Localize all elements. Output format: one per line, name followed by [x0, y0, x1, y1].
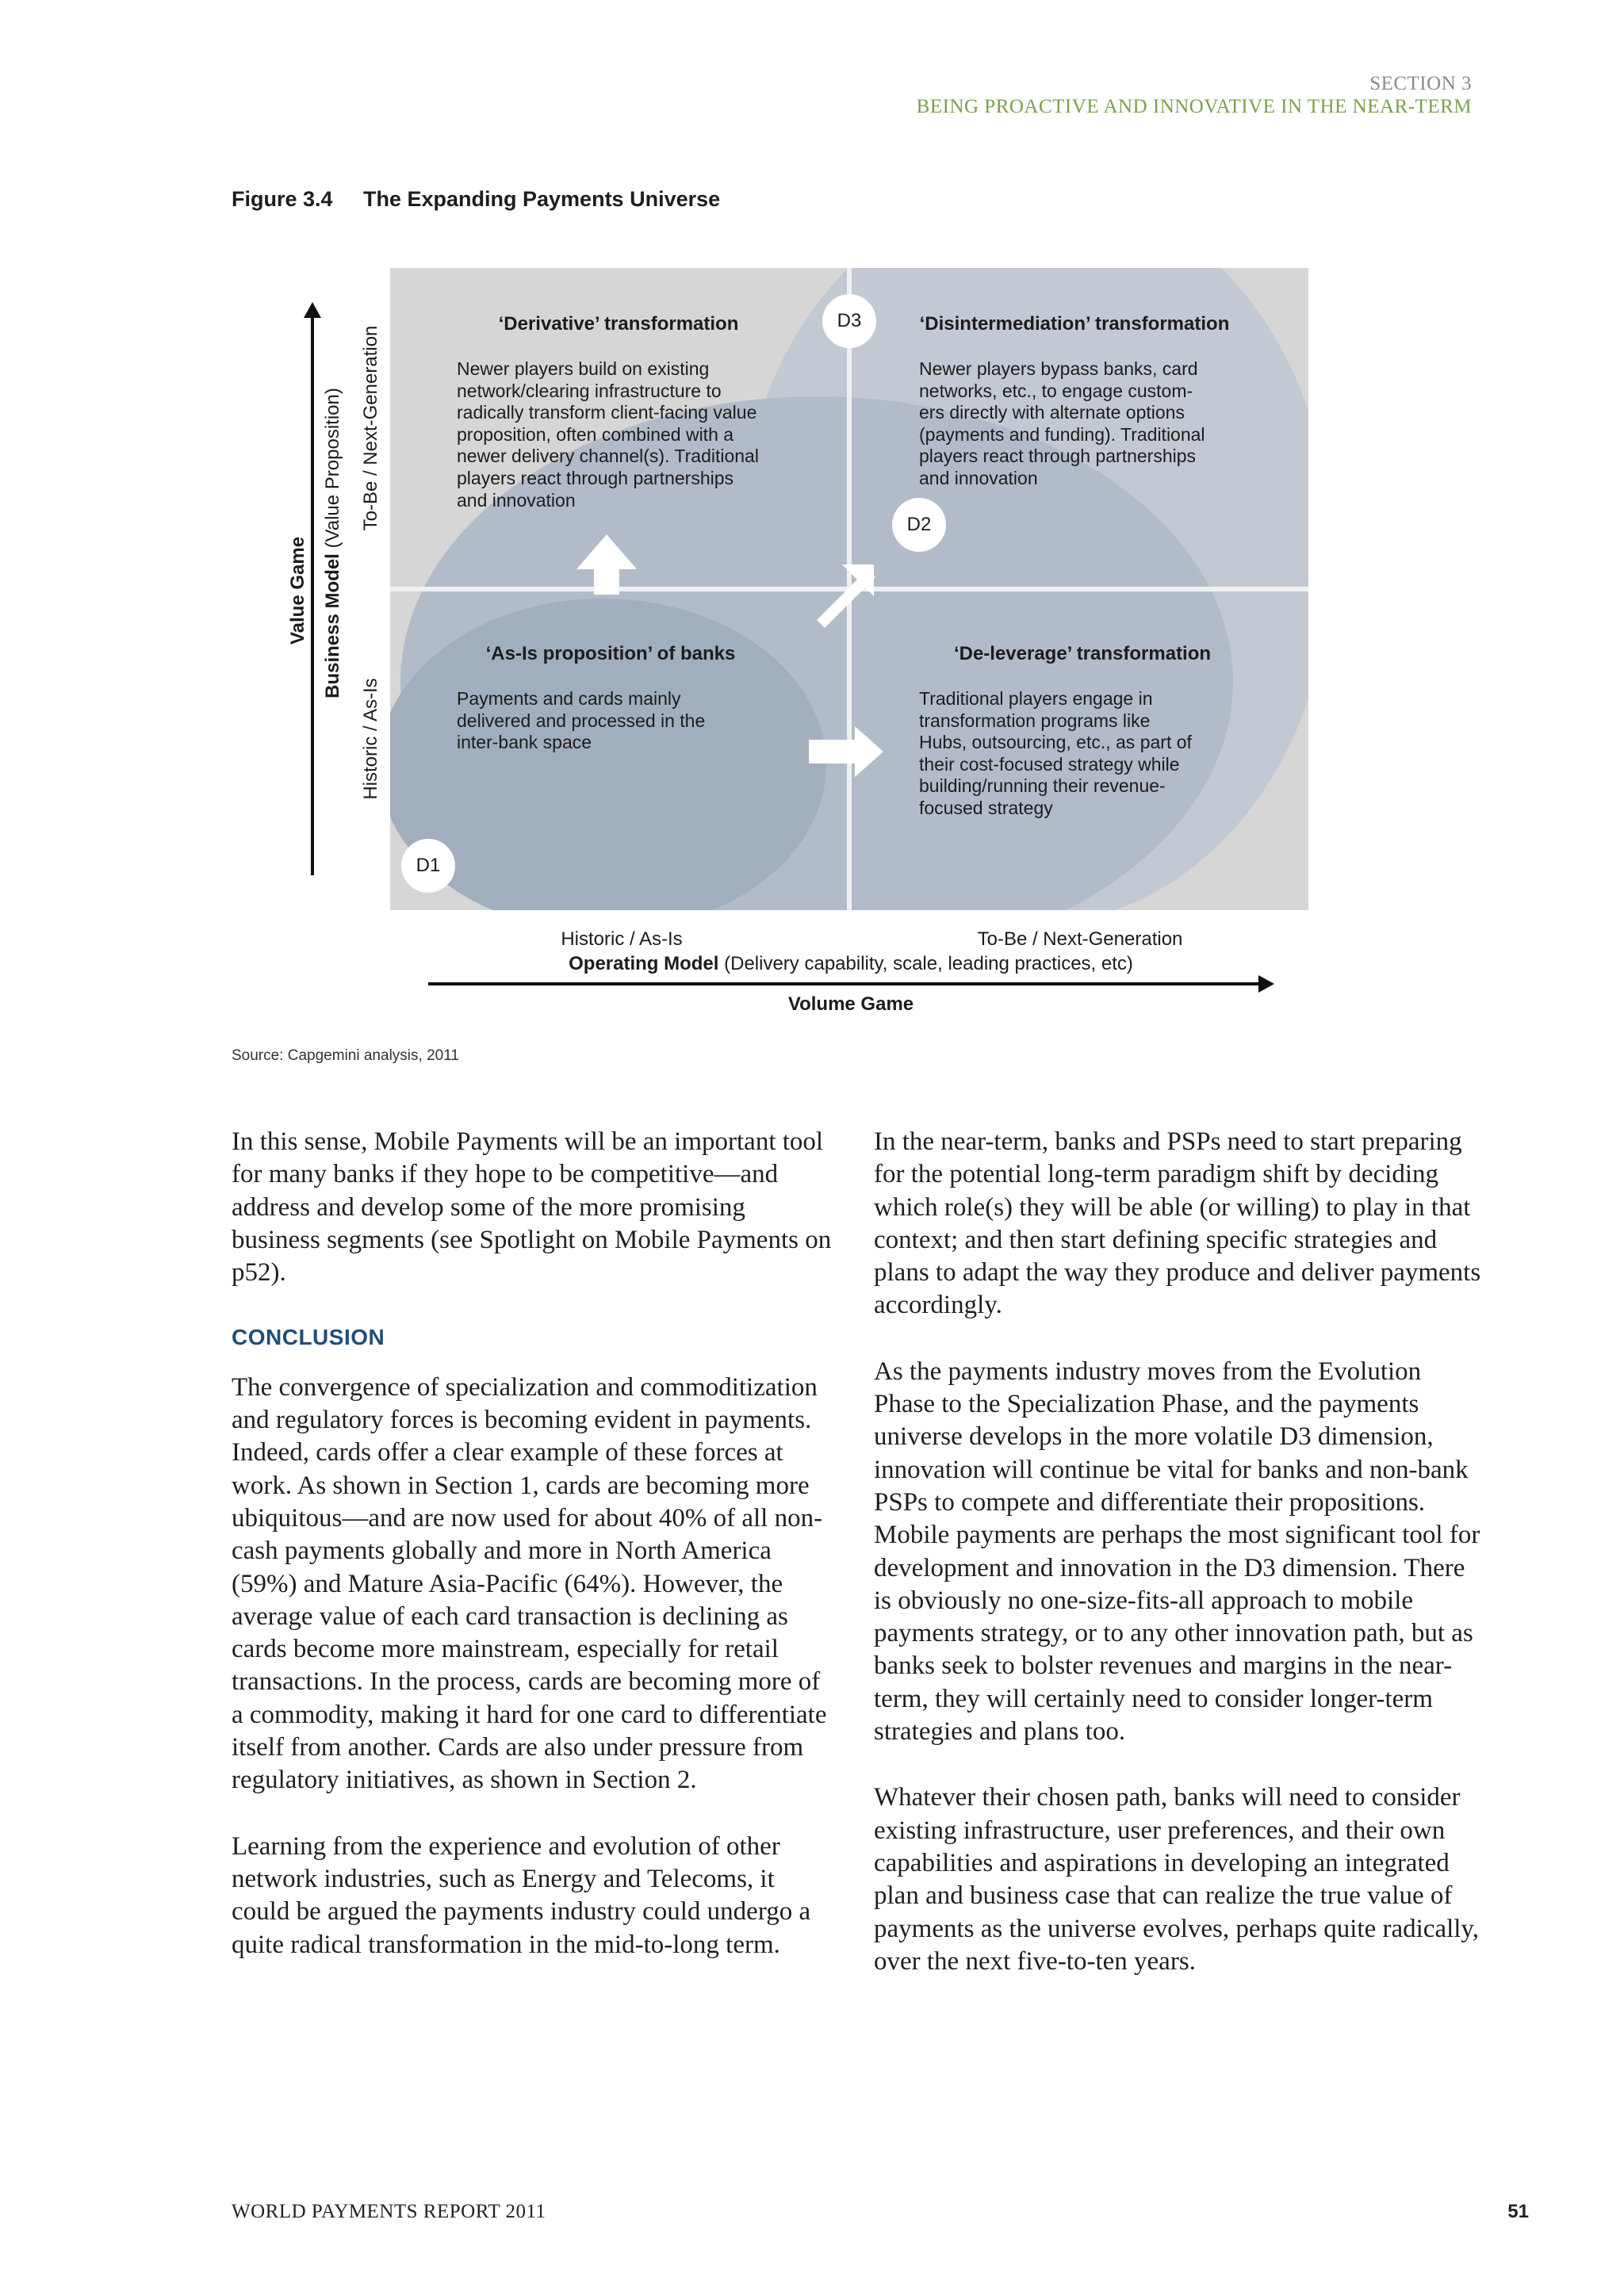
d2-label: D2: [906, 514, 932, 535]
y-axis-bottom-label: Historic / As-Is: [360, 678, 381, 800]
x-axis-model-label: Operating Model (Delivery capability, scale, leading practices, etc): [569, 953, 1133, 974]
quadrant-deleverage-body: Traditional players engage in transformation programs like Hubs, outsourcing, etc., as part of their cost-focused strategy while building/running their revenue- focused strategy: [919, 688, 1192, 818]
section-subtitle: BEING PROACTIVE AND INNOVATIVE IN THE NEAR-TERM: [916, 96, 1472, 117]
section-label: SECTION 3: [1369, 73, 1472, 94]
y-axis-game-label: Value Game: [287, 536, 308, 645]
x-axis-game-label: Volume Game: [787, 993, 914, 1015]
x-axis-left-label: Historic / As-Is: [561, 928, 683, 950]
x-axis-arrow: [428, 975, 1274, 993]
right-column: [874, 1126, 1484, 1978]
y-axis-model-label: Business Model (Value Proposition): [322, 388, 343, 698]
quadrant-derivative-title: ‘Derivative’ transformation: [498, 313, 739, 335]
right-paragraph-2: As the payments industry moves from the Evolution Phase to the Specialization Phase, and the payments universe develops in the more volatile D3 dimension, innovation will continue be vital for banks and non-bank PSPs to compete and differentiate their propositions. Mobile payments are perhaps the most significant tool for development and innovation in the D3 dimension. There is obviously no one-size-fits-all approach to mobile payments strategy, or to any other innovation path, but as banks seek to bolster revenues and margins in the near-term, they will certainly need to consider longer-term strategies and plans too.: [874, 1357, 1480, 1747]
y-axis-top-label: To-Be / Next-Generation: [360, 325, 381, 531]
quadrant-as-is-title: ‘As-Is proposition’ of banks: [485, 643, 736, 664]
payments-universe-diagram: [0, 0, 1624, 1031]
quadrant-disintermediation-title: ‘Disintermediation’ transformation: [919, 313, 1230, 335]
quadrant-disintermediation-body: Newer players bypass banks, card networks, etc., to engage custom- ers directly with alternate options (payments and funding). Traditional players react through partnerships and innovation: [919, 358, 1205, 488]
conclusion-heading: CONCLUSION: [232, 1325, 385, 1350]
quadrant-deleverage-title: ‘De-leverage’ transformation: [953, 643, 1212, 664]
left-paragraph-3: Learning from the experience and evolution of other network industries, such as Energy and Telecoms, it could be argued the payments industry could undergo a quite radical transformation in the mid-to-long term.: [232, 1831, 811, 1959]
right-paragraph-3: Whatever their chosen path, banks will need to consider existing infrastructure, user preferences, and their own capabilities and aspirations in developing an integrated plan and business case that can realize the true value of payments as the universe evolves, perhaps quite radically, over the next five-to-ten years.: [874, 1783, 1480, 1976]
page-number: 51: [1507, 2201, 1529, 2222]
footer-report-title: WORLD PAYMENTS REPORT 2011: [232, 2201, 546, 2222]
d3-label: D3: [837, 310, 862, 331]
right-paragraph-1: In the near-term, banks and PSPs need to start preparing for the potential long-term paradigm shift by deciding which role(s) they will be able (or willing) to play in that context; and then start defining specific strategies and plans to adapt the way they produce and deliver payments accordingly.: [874, 1127, 1481, 1320]
quadrant-derivative-body: Newer players build on existing network/clearing infrastructure to radically transform client-facing value proposition, often combined with a newer delivery channel(s). Traditional players react through partnerships and innovation: [457, 358, 759, 511]
figure-source: Source: Capgemini analysis, 2011: [232, 1047, 459, 1064]
x-axis-right-label: To-Be / Next-Generation: [977, 928, 1183, 950]
left-paragraph-1: In this sense, Mobile Payments will be an important tool for many banks if they hope to be competitive—and address and develop some of the more promising business segments (see Spotlight on Mobile Payments on p52).: [232, 1127, 832, 1288]
quadrant-as-is-body: Payments and cards mainly delivered and processed in the inter-bank space: [457, 688, 706, 753]
left-column: [232, 1126, 834, 1961]
d1-label: D1: [416, 855, 441, 876]
left-paragraph-2: The convergence of specialization and commoditization and regulatory forces is becoming evident in payments. Indeed, cards offer a clear example of these forces at work. As shown in Section 1, cards are becoming more ubiquitous—and are now used for about 40% of all non-cash payments globally and more in North America (59%) and Mature Asia-Pacific (64%). However, the average value of each card transaction is declining as cards become more mainstream, especially for retail transactions. In the process, cards are becoming more of a commodity, making it hard for one card to differentiate itself from another. Cards are also under pressure from regulatory initiatives, as shown in Section 2.: [232, 1372, 827, 1795]
figure-title-text: The Expanding Payments Universe: [363, 187, 721, 211]
figure-number: Figure 3.4: [232, 187, 333, 211]
